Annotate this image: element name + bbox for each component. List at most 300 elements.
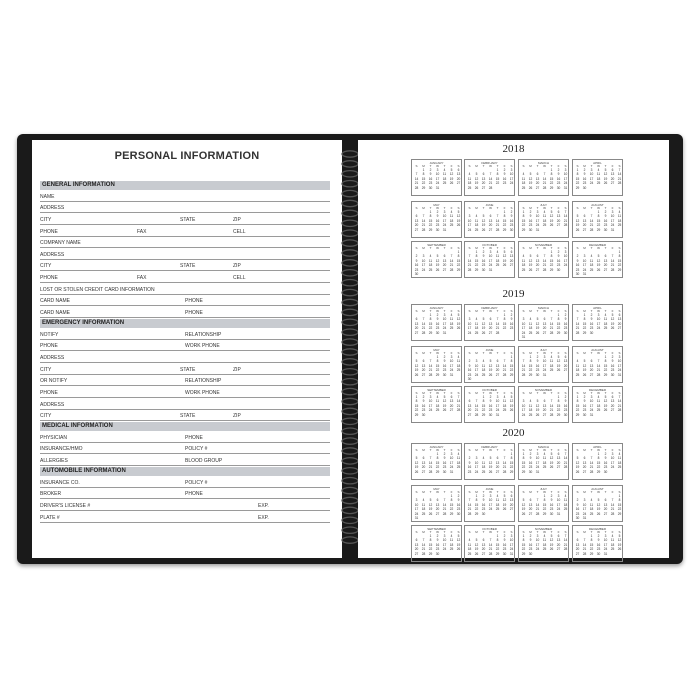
- day-number: 14: [575, 321, 580, 326]
- day-number: 24: [556, 507, 561, 512]
- form-row[interactable]: [40, 225, 330, 237]
- day-number: 18: [495, 502, 500, 507]
- section-header-medical-information: MEDICAL INFORMATION: [40, 422, 330, 431]
- form-row[interactable]: [40, 410, 330, 422]
- day-number: 9: [583, 399, 586, 404]
- month-calendar-october: [464, 386, 515, 423]
- day-number: 25: [521, 267, 526, 272]
- day-grid: [466, 355, 515, 381]
- day-number: 25: [449, 223, 454, 228]
- form-row[interactable]: [40, 190, 330, 202]
- form-row[interactable]: [40, 306, 330, 318]
- weekday-label: M: [583, 206, 586, 210]
- day-number: 11: [603, 317, 608, 322]
- weekday-label: W: [489, 164, 492, 168]
- weekday-label: S: [564, 351, 567, 355]
- weekday-label: T: [496, 309, 499, 313]
- weekday-label: T: [536, 530, 539, 534]
- day-number: 14: [563, 214, 568, 219]
- form-row[interactable]: [40, 488, 330, 500]
- weekday-label: W: [597, 448, 600, 452]
- day-number: 11: [542, 456, 547, 461]
- weekday-label: M: [475, 246, 478, 250]
- day-number: 26: [535, 412, 540, 417]
- day-number: 11: [521, 176, 526, 181]
- day-number: 8: [550, 172, 553, 177]
- day-number: 22: [617, 263, 622, 268]
- day-number: 4: [496, 250, 499, 254]
- day-number: 18: [589, 507, 594, 512]
- day-number: 19: [456, 218, 461, 223]
- day-number: 19: [488, 368, 493, 373]
- field-label-company-name: COMPANY NAME: [40, 240, 81, 247]
- day-number: 26: [502, 507, 507, 512]
- day-number: 2: [503, 534, 506, 538]
- form-row[interactable]: [40, 295, 330, 307]
- day-number: 14: [488, 542, 493, 547]
- day-number: 19: [474, 181, 479, 186]
- form-row[interactable]: [40, 363, 330, 375]
- weekday-label: T: [590, 164, 593, 168]
- day-number: 3: [510, 534, 513, 538]
- day-number: 11: [563, 498, 568, 503]
- weekday-label: F: [503, 530, 506, 534]
- form-row[interactable]: [40, 476, 330, 488]
- spiral-ring: [342, 527, 358, 533]
- day-number: 2: [597, 534, 600, 538]
- day-number: 11: [442, 172, 447, 177]
- day-number: 13: [535, 258, 540, 263]
- day-number: 4: [475, 214, 478, 219]
- day-number: 15: [542, 502, 547, 507]
- day-number: 26: [435, 267, 440, 272]
- weekday-label: S: [468, 351, 471, 355]
- day-number: 20: [495, 368, 500, 373]
- month-calendar-march: [518, 159, 569, 196]
- day-number: 20: [481, 181, 486, 186]
- day-number: 28: [467, 267, 472, 272]
- day-number: 31: [495, 412, 500, 417]
- day-number: 1: [618, 494, 621, 498]
- weekday-label: F: [450, 490, 453, 494]
- day-number: 22: [495, 547, 500, 552]
- day-number: 11: [449, 214, 454, 219]
- day-number: 30: [563, 330, 568, 335]
- day-number: 7: [522, 359, 525, 364]
- day-number: 11: [456, 456, 461, 461]
- day-number: 24: [442, 223, 447, 228]
- day-number: 7: [590, 456, 593, 461]
- month-name: AUGUST: [591, 487, 604, 491]
- day-number: 27: [509, 263, 514, 268]
- day-number: 15: [603, 363, 608, 368]
- weekday-label: S: [415, 448, 418, 452]
- day-number: 23: [442, 465, 447, 470]
- month-calendar-july: [518, 485, 569, 522]
- day-number: 20: [610, 176, 615, 181]
- weekday-label: S: [564, 164, 567, 168]
- day-number: 28: [456, 408, 461, 413]
- day-number: 28: [563, 465, 568, 470]
- day-number: 26: [535, 330, 540, 335]
- day-number: 22: [582, 326, 587, 331]
- day-number: 12: [610, 317, 615, 322]
- month-name: DECEMBER: [588, 243, 606, 247]
- form-row[interactable]: [40, 248, 330, 260]
- day-number: 27: [481, 551, 486, 556]
- day-number: 16: [582, 403, 587, 408]
- day-grid: [413, 494, 462, 520]
- day-number: 5: [475, 538, 478, 543]
- weekday-label: S: [468, 206, 471, 210]
- weekday-label: S: [457, 164, 460, 168]
- day-number: 4: [422, 498, 425, 503]
- day-number: 19: [596, 263, 601, 268]
- day-number: 9: [564, 317, 567, 322]
- form-row[interactable]: [40, 202, 330, 214]
- day-number: 16: [589, 321, 594, 326]
- day-number: 27: [535, 267, 540, 272]
- day-number: 27: [563, 368, 568, 373]
- day-number: 10: [488, 254, 493, 259]
- form-row[interactable]: [40, 328, 330, 340]
- form-row[interactable]: [40, 375, 330, 387]
- weekday-label: W: [489, 391, 492, 395]
- day-number: 21: [535, 507, 540, 512]
- day-number: 23: [603, 465, 608, 470]
- day-number: 30: [442, 469, 447, 474]
- day-number: 21: [575, 326, 580, 331]
- weekday-label: W: [597, 309, 600, 313]
- month-name: MARCH: [538, 445, 549, 449]
- day-number: 5: [436, 254, 439, 259]
- day-number: 15: [575, 176, 580, 181]
- day-number: 27: [575, 551, 580, 556]
- day-number: 1: [429, 313, 432, 317]
- day-number: 17: [474, 465, 479, 470]
- day-number: 28: [542, 267, 547, 272]
- weekday-label: W: [543, 246, 546, 250]
- day-number: 9: [576, 502, 579, 507]
- day-number: 27: [488, 227, 493, 232]
- day-number: 4: [475, 317, 478, 322]
- weekday-label: S: [468, 530, 471, 534]
- form-row[interactable]: [40, 431, 330, 443]
- day-number: 17: [563, 176, 568, 181]
- form-row[interactable]: [40, 511, 330, 523]
- form-row[interactable]: [40, 340, 330, 352]
- day-number: 2: [468, 359, 471, 364]
- day-number: 7: [503, 359, 506, 364]
- day-number: 29: [556, 330, 561, 335]
- weekday-label: S: [618, 530, 621, 534]
- month-name: DECEMBER: [588, 388, 606, 392]
- day-number: 26: [575, 469, 580, 474]
- weekday-label: W: [489, 309, 492, 313]
- weekday-label: T: [590, 448, 593, 452]
- day-number: 25: [442, 181, 447, 186]
- day-number: 10: [449, 359, 454, 364]
- day-number: 2: [536, 355, 539, 359]
- day-number: 4: [496, 494, 499, 498]
- weekday-label: T: [550, 164, 553, 168]
- weekday-label: S: [457, 351, 460, 355]
- day-number: 4: [529, 317, 532, 322]
- day-number: 26: [596, 267, 601, 272]
- day-number: 19: [603, 176, 608, 181]
- weekday-label: T: [482, 206, 485, 210]
- day-number: 20: [556, 542, 561, 547]
- form-row[interactable]: [40, 454, 330, 466]
- day-number: 8: [522, 214, 525, 219]
- day-number: 21: [428, 368, 433, 373]
- day-number: 2: [583, 168, 586, 172]
- weekday-label: S: [510, 164, 513, 168]
- month-name: NOVEMBER: [534, 243, 553, 247]
- day-number: 4: [543, 534, 546, 538]
- day-number: 12: [481, 321, 486, 326]
- day-number: 24: [563, 263, 568, 268]
- weekday-label: M: [475, 530, 478, 534]
- spiral-ring: [342, 497, 358, 503]
- month-calendar-june: [464, 201, 515, 238]
- month-name: AUGUST: [591, 203, 604, 207]
- day-number: 22: [528, 368, 533, 373]
- day-number: 19: [528, 181, 533, 186]
- day-grid: [466, 452, 515, 474]
- day-number: 24: [521, 412, 526, 417]
- day-number: 4: [482, 456, 485, 461]
- month-calendar-april: [572, 304, 623, 341]
- form-row[interactable]: [40, 386, 330, 398]
- weekday-label: W: [543, 448, 546, 452]
- day-number: 6: [557, 534, 560, 538]
- day-number: 31: [582, 515, 587, 520]
- day-number: 28: [542, 185, 547, 190]
- day-number: 1: [436, 355, 439, 359]
- day-number: 5: [583, 359, 586, 364]
- day-grid: [413, 395, 462, 417]
- day-number: 25: [542, 547, 547, 552]
- weekday-label: F: [450, 530, 453, 534]
- day-number: 15: [474, 258, 479, 263]
- day-number: 23: [596, 547, 601, 552]
- day-number: 24: [535, 547, 540, 552]
- day-number: 2: [529, 210, 532, 214]
- day-number: 7: [564, 452, 567, 456]
- day-number: 3: [415, 498, 418, 503]
- weekday-label: T: [443, 530, 446, 534]
- month-calendar-september: [411, 386, 462, 423]
- day-number: 11: [495, 254, 500, 259]
- day-number: 14: [617, 399, 622, 404]
- day-number: 8: [450, 498, 453, 503]
- day-number: 14: [549, 403, 554, 408]
- day-number: 9: [422, 399, 425, 404]
- weekday-label: S: [576, 391, 579, 395]
- day-number: 5: [618, 534, 621, 538]
- day-number: 6: [468, 399, 471, 404]
- weekday-label: S: [618, 448, 621, 452]
- day-number: 4: [450, 313, 453, 317]
- day-number: 30: [582, 185, 587, 190]
- day-number: 3: [618, 355, 621, 359]
- day-number: 3: [450, 452, 453, 456]
- day-number: 1: [522, 534, 525, 538]
- day-number: 12: [502, 498, 507, 503]
- day-number: 3: [604, 534, 607, 538]
- day-number: 17: [582, 507, 587, 512]
- day-number: 8: [429, 538, 432, 543]
- field-label-address: ADDRESS: [40, 354, 65, 361]
- day-number: 24: [617, 368, 622, 373]
- form-row[interactable]: [40, 213, 330, 225]
- day-number: 8: [597, 456, 600, 461]
- form-row[interactable]: [40, 499, 330, 511]
- weekday-label: S: [457, 309, 460, 313]
- day-number: 9: [529, 456, 532, 461]
- form-row[interactable]: [40, 351, 330, 363]
- day-number: 1: [550, 168, 553, 172]
- weekday-label: M: [422, 309, 425, 313]
- day-number: 16: [610, 363, 615, 368]
- weekday-label: M: [583, 530, 586, 534]
- day-number: 26: [528, 185, 533, 190]
- day-number: 24: [467, 227, 472, 232]
- day-number: 11: [542, 214, 547, 219]
- day-number: 21: [428, 465, 433, 470]
- weekday-label: S: [415, 351, 418, 355]
- day-number: 9: [557, 172, 560, 177]
- weekday-label: S: [576, 309, 579, 313]
- field-label-broker: BROKER: [40, 491, 62, 498]
- weekday-label: F: [450, 351, 453, 355]
- day-number: 17: [589, 176, 594, 181]
- day-number: 11: [421, 502, 426, 507]
- weekday-label: S: [564, 448, 567, 452]
- day-number: 9: [564, 399, 567, 404]
- weekday-label: M: [422, 530, 425, 534]
- day-number: 30: [563, 412, 568, 417]
- day-number: 27: [414, 330, 419, 335]
- day-number: 18: [428, 263, 433, 268]
- day-number: 16: [556, 258, 561, 263]
- form-row[interactable]: [40, 271, 330, 283]
- day-number: 27: [495, 469, 500, 474]
- day-number: 12: [549, 214, 554, 219]
- day-number: 29: [549, 267, 554, 272]
- day-number: 29: [575, 185, 580, 190]
- weekday-label: M: [583, 490, 586, 494]
- day-grid: [466, 250, 515, 272]
- day-number: 13: [421, 460, 426, 465]
- day-number: 18: [456, 363, 461, 368]
- day-number: 27: [449, 408, 454, 413]
- day-number: 11: [467, 176, 472, 181]
- spiral-ring: [342, 359, 358, 365]
- weekday-label: W: [436, 309, 439, 313]
- day-number: 27: [414, 227, 419, 232]
- day-number: 7: [618, 168, 621, 172]
- weekday-label: T: [482, 448, 485, 452]
- day-number: 3: [443, 313, 446, 317]
- day-number: 31: [509, 551, 514, 556]
- day-number: 28: [488, 185, 493, 190]
- day-number: 25: [456, 465, 461, 470]
- day-number: 9: [550, 498, 553, 503]
- day-number: 6: [482, 538, 485, 543]
- weekday-label: S: [564, 490, 567, 494]
- day-number: 9: [468, 460, 471, 465]
- day-number: 28: [610, 511, 615, 516]
- day-number: 12: [488, 363, 493, 368]
- day-number: 14: [582, 542, 587, 547]
- day-number: 2: [415, 254, 418, 259]
- month-name: NOVEMBER: [534, 388, 553, 392]
- form-row[interactable]: [40, 237, 330, 249]
- weekday-label: F: [611, 351, 614, 355]
- weekday-label: S: [564, 309, 567, 313]
- weekday-label: M: [583, 448, 586, 452]
- day-number: 21: [617, 176, 622, 181]
- day-number: 19: [575, 223, 580, 228]
- day-number: 18: [542, 218, 547, 223]
- day-number: 9: [590, 317, 593, 322]
- day-number: 29: [421, 185, 426, 190]
- day-number: 4: [529, 399, 532, 404]
- month-name: MAY: [433, 203, 440, 207]
- day-number: 12: [456, 538, 461, 543]
- day-number: 5: [457, 210, 460, 214]
- day-number: 4: [450, 210, 453, 214]
- day-number: 23: [414, 267, 419, 272]
- form-row[interactable]: [40, 260, 330, 272]
- weekday-label: S: [510, 391, 513, 395]
- month-name: JANUARY: [429, 445, 444, 449]
- weekday-label: T: [604, 351, 607, 355]
- day-number: 14: [563, 456, 568, 461]
- day-number: 22: [456, 263, 461, 268]
- day-number: 20: [442, 263, 447, 268]
- spiral-ring: [342, 250, 358, 256]
- day-number: 24: [449, 368, 454, 373]
- day-number: 3: [536, 534, 539, 538]
- weekday-label: W: [489, 206, 492, 210]
- day-number: 23: [582, 181, 587, 186]
- day-number: 22: [556, 408, 561, 413]
- day-number: 1: [583, 313, 586, 317]
- weekday-label: S: [618, 391, 621, 395]
- day-number: 6: [415, 214, 418, 219]
- day-number: 29: [435, 372, 440, 377]
- form-row[interactable]: [40, 398, 330, 410]
- spiral-ring: [342, 240, 358, 246]
- day-number: 12: [428, 502, 433, 507]
- day-number: 9: [443, 456, 446, 461]
- day-number: 23: [556, 263, 561, 268]
- day-number: 15: [521, 542, 526, 547]
- form-row[interactable]: [40, 443, 330, 455]
- day-number: 11: [474, 321, 479, 326]
- day-number: 4: [550, 355, 553, 359]
- field-label-state: STATE: [180, 366, 196, 373]
- day-number: 15: [449, 502, 454, 507]
- form-row[interactable]: [40, 283, 330, 295]
- day-number: 6: [564, 355, 567, 359]
- day-number: 30: [528, 469, 533, 474]
- day-number: 6: [496, 359, 499, 364]
- day-number: 29: [617, 267, 622, 272]
